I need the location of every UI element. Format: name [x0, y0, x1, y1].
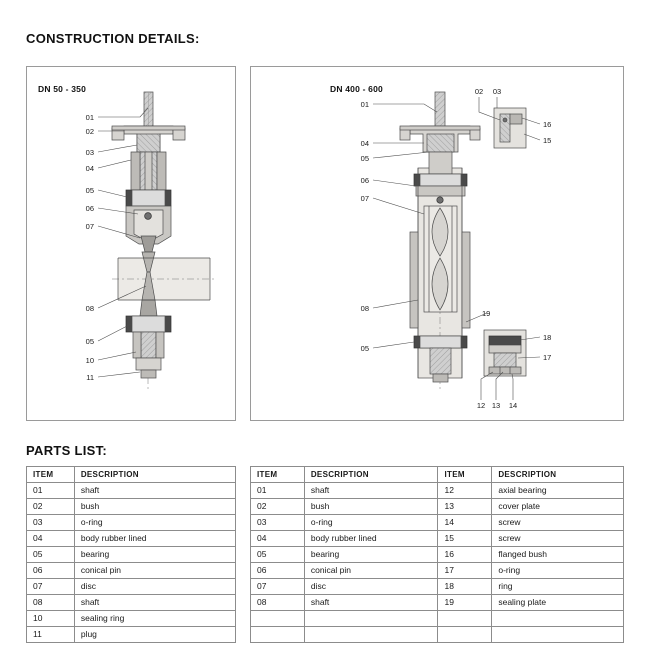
table-row: [251, 563, 624, 579]
callout-left-04: 04: [85, 164, 94, 173]
cell-description-2: sealing plate: [492, 595, 624, 611]
callout-right-13: 13: [491, 401, 501, 410]
table-row: [27, 595, 236, 611]
table-row: [27, 515, 236, 531]
cell-description-1: body rubber lined: [304, 531, 438, 547]
cell-description-1: o-ring: [304, 515, 438, 531]
callout-right-05b: 05: [360, 344, 369, 353]
callout-left-10: 10: [85, 356, 94, 365]
callout-left-03: 03: [85, 148, 94, 157]
cell-item-2: [438, 627, 492, 643]
cell-item: 02: [27, 499, 75, 515]
cell-item: 07: [27, 579, 75, 595]
callout-right-18: 18: [543, 333, 552, 342]
cell-item-2: [438, 611, 492, 627]
cell-description-1: disc: [304, 579, 438, 595]
cell-item-2: 12: [438, 483, 492, 499]
column-header-item-2: ITEM: [438, 467, 492, 483]
cell-item-1: 04: [251, 531, 305, 547]
cell-description: body rubber lined: [74, 531, 235, 547]
table-row: [27, 627, 236, 643]
callout-right-08: 08: [360, 304, 369, 313]
parts-table-left: [26, 466, 236, 643]
callout-right-06: 06: [360, 176, 369, 185]
table-row: [27, 611, 236, 627]
cell-item: 08: [27, 595, 75, 611]
callout-right-17: 17: [543, 353, 552, 362]
cell-description: sealing ring: [74, 611, 235, 627]
column-header-description-1: DESCRIPTION: [304, 467, 438, 483]
callout-right-04: 04: [360, 139, 369, 148]
diagram-label-dn50-350: DN 50 - 350: [38, 84, 87, 94]
callout-left-05a: 05: [85, 186, 94, 195]
cell-item-1: 06: [251, 563, 305, 579]
cell-item-2: 13: [438, 499, 492, 515]
column-header-item-1: ITEM: [251, 467, 305, 483]
callout-right-14: 14: [508, 401, 518, 410]
callout-right-07: 07: [360, 194, 369, 203]
table-row: [251, 547, 624, 563]
cell-description: o-ring: [74, 515, 235, 531]
callout-right-03: 03: [492, 87, 502, 96]
cell-description-2: ring: [492, 579, 624, 595]
callout-right-16: 16: [543, 120, 552, 129]
cell-item: 06: [27, 563, 75, 579]
callout-left-11: 11: [86, 373, 94, 382]
callout-left-08: 08: [85, 304, 94, 313]
callout-left-05b: 05: [85, 337, 94, 346]
table-header-row: [251, 467, 624, 483]
table-row: [251, 499, 624, 515]
callout-left-01: 01: [85, 113, 94, 122]
cell-item: 04: [27, 531, 75, 547]
cell-item-1: 01: [251, 483, 305, 499]
callout-left-06: 06: [85, 204, 94, 213]
cell-description-2: o-ring: [492, 563, 624, 579]
cell-item-1: 02: [251, 499, 305, 515]
table-header-row: [27, 467, 236, 483]
cell-item-1: [251, 611, 305, 627]
table-row: [251, 515, 624, 531]
cell-item-1: 05: [251, 547, 305, 563]
parts-table-right: [250, 466, 624, 643]
column-header-description: DESCRIPTION: [74, 467, 235, 483]
table-row: [251, 579, 624, 595]
cell-description: conical pin: [74, 563, 235, 579]
table-row: [251, 595, 624, 611]
diagram-label-dn400-600: DN 400 - 600: [330, 84, 383, 94]
callout-left-02: 02: [85, 127, 94, 136]
table-row: [27, 547, 236, 563]
table-row: [251, 627, 624, 643]
cell-description-2: screw: [492, 531, 624, 547]
cell-item: 01: [27, 483, 75, 499]
table-row: [251, 611, 624, 627]
table-row: [251, 483, 624, 499]
cell-item-1: [251, 627, 305, 643]
callout-left-07: 07: [85, 222, 94, 231]
parts-list-heading: PARTS LIST:: [26, 443, 108, 458]
cell-item-2: 18: [438, 579, 492, 595]
callout-right-01: 01: [360, 100, 369, 109]
table-row: [251, 531, 624, 547]
table-row: [27, 563, 236, 579]
cell-description: bearing: [74, 547, 235, 563]
callout-right-12: 12: [476, 401, 486, 410]
cell-item-2: 16: [438, 547, 492, 563]
cell-description-1: conical pin: [304, 563, 438, 579]
cell-item-2: 17: [438, 563, 492, 579]
cell-description: shaft: [74, 483, 235, 499]
cell-item-2: 15: [438, 531, 492, 547]
column-header-description-2: DESCRIPTION: [492, 467, 624, 483]
cell-description-1: bearing: [304, 547, 438, 563]
cell-description-2: axial bearing: [492, 483, 624, 499]
cell-description: bush: [74, 499, 235, 515]
cell-description: disc: [74, 579, 235, 595]
cell-item-2: 14: [438, 515, 492, 531]
table-row: [27, 483, 236, 499]
column-header-item: ITEM: [27, 467, 75, 483]
cell-description-2: flanged bush: [492, 547, 624, 563]
cell-description-2: [492, 627, 624, 643]
cell-item-1: 08: [251, 595, 305, 611]
callout-right-02: 02: [474, 87, 484, 96]
cell-item-2: 19: [438, 595, 492, 611]
cell-description-1: [304, 611, 438, 627]
cell-item: 10: [27, 611, 75, 627]
cell-description-1: shaft: [304, 595, 438, 611]
callout-right-05a: 05: [360, 154, 369, 163]
cell-description: plug: [74, 627, 235, 643]
cell-description-2: cover plate: [492, 499, 624, 515]
cell-description-1: shaft: [304, 483, 438, 499]
table-row: [27, 499, 236, 515]
cell-item: 11: [27, 627, 75, 643]
cell-description-1: [304, 627, 438, 643]
cell-item: 05: [27, 547, 75, 563]
table-row: [27, 579, 236, 595]
cell-item-1: 03: [251, 515, 305, 531]
cell-description-2: screw: [492, 515, 624, 531]
cell-item: 03: [27, 515, 75, 531]
cell-item-1: 07: [251, 579, 305, 595]
cell-description-1: bush: [304, 499, 438, 515]
cell-description-2: [492, 611, 624, 627]
construction-details-heading: CONSTRUCTION DETAILS:: [26, 31, 200, 46]
callout-right-15: 15: [543, 136, 552, 145]
callout-right-19: 19: [482, 309, 491, 318]
cell-description: shaft: [74, 595, 235, 611]
table-row: [27, 531, 236, 547]
